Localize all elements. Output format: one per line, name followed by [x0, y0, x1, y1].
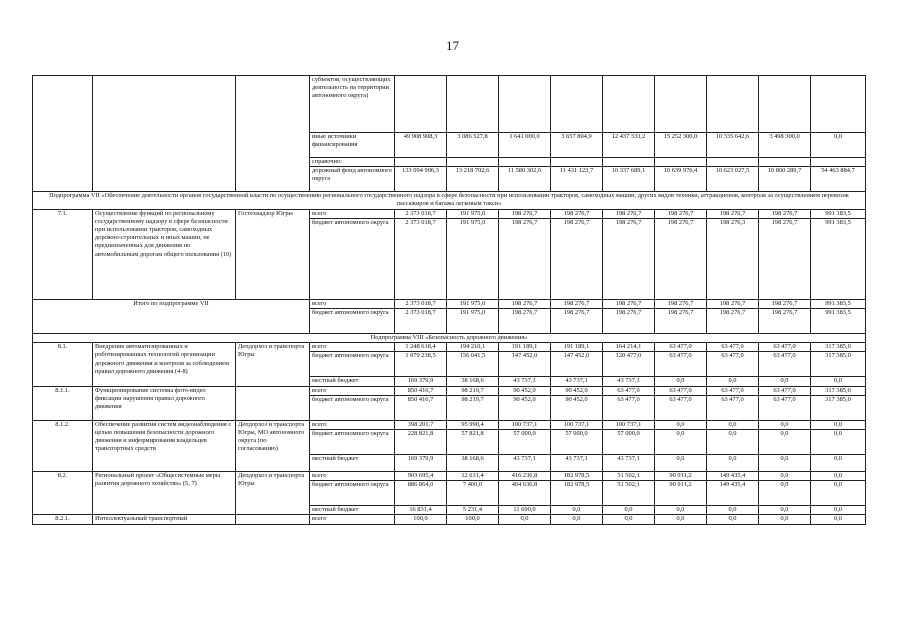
- amount-cell: 0,0: [707, 430, 759, 455]
- measure-name: Региональный проект «Общесистемные меры развития дорожного хозяйства» (5, 7): [93, 472, 236, 515]
- amount-cell: 0,0: [655, 515, 707, 524]
- amount-cell: 43 737,1: [551, 455, 603, 472]
- amount-cell: 191 975,0: [447, 299, 499, 308]
- funding-source-cell: местный бюджет: [310, 377, 395, 386]
- subprogram-title: Подпрограмма VII «Обеспечение деятельности органов государственной власти по осуществлению регионального государственного надзора в сфере безопасности при использовании тракторов, самоходных машин, других видов техники, аттракционов, контроля за осуществлением перевозок пассажиров и багажа легковым такси»: [33, 192, 866, 209]
- amount-cell: 191 189,1: [551, 343, 603, 352]
- amount-cell: 43 737,1: [603, 455, 655, 472]
- measure-name: Функционирование системы фото-видео фиксации нарушения правил дорожного движения: [93, 386, 236, 420]
- amount-cell: 90 452,0: [499, 395, 551, 420]
- funding-source-cell: дорожный фонд автономного округа: [310, 167, 395, 192]
- amount-cell: 63 477,0: [759, 386, 811, 395]
- amount-cell: 63 477,0: [655, 352, 707, 377]
- funding-source-cell: всего: [310, 343, 395, 352]
- amount-cell: 886 864,0: [395, 481, 447, 506]
- measure-name: Внедрение автоматизированных и роботизированных технологий организации дорожного движения и контроля за соблюдением правил дорожного движения (4-8): [93, 343, 236, 386]
- amount-cell: 63 477,0: [759, 352, 811, 377]
- amount-cell: [603, 158, 655, 167]
- amount-cell: 2 373 018,7: [395, 218, 447, 299]
- amount-cell: 51 502,1: [603, 472, 655, 481]
- amount-cell: 317 385,0: [811, 395, 866, 420]
- executor-cell: Депдорхоз и транспорта Югры: [236, 343, 310, 386]
- amount-cell: 57 000,0: [551, 430, 603, 455]
- amount-cell: 149 435,4: [707, 481, 759, 506]
- amount-cell: 850 416,7: [395, 386, 447, 395]
- amount-cell: 2 373 018,7: [395, 309, 447, 334]
- amount-cell: 194 210,1: [447, 343, 499, 352]
- amount-cell: 198 276,7: [707, 309, 759, 334]
- amount-cell: 3 657 804,9: [551, 133, 603, 158]
- funding-source-cell: иные источники финансирования: [310, 133, 395, 158]
- row-number: 8.1.2.: [33, 420, 93, 471]
- amount-cell: 0,0: [499, 515, 551, 524]
- amount-cell: 0,0: [811, 430, 866, 455]
- amount-cell: 100 737,1: [499, 420, 551, 429]
- funding-source-cell: местный бюджет: [310, 506, 395, 515]
- amount-cell: 90 911,2: [655, 481, 707, 506]
- funding-source-cell: всего: [310, 420, 395, 429]
- amount-cell: 191 975,0: [447, 309, 499, 334]
- amount-cell: 63 477,0: [655, 343, 707, 352]
- amount-cell: 7 400,0: [447, 481, 499, 506]
- amount-cell: 0,0: [811, 377, 866, 386]
- measure-name: Осуществление функций по региональному государственному надзору в сфере безопасности при использовании тракторов, самоходных дорожно-строительных и иных машин, не предназначенных для движения по автомобильным дорогам общего пользования (10): [93, 209, 236, 299]
- amount-cell: 198 276,7: [707, 209, 759, 218]
- amount-cell: 0,0: [707, 515, 759, 524]
- amount-cell: 13 218 702,6: [447, 167, 499, 192]
- row-number: 8.1.1.: [33, 386, 93, 420]
- amount-cell: 198 276,7: [655, 309, 707, 334]
- amount-cell: 182 978,5: [551, 481, 603, 506]
- amount-cell: 169 379,9: [395, 377, 447, 386]
- amount-cell: 991 383,5: [811, 309, 866, 334]
- amount-cell: 198 276,7: [655, 299, 707, 308]
- amount-cell: 63 477,0: [759, 343, 811, 352]
- amount-cell: 51 502,1: [603, 481, 655, 506]
- amount-cell: 12 437 333,2: [603, 133, 655, 158]
- funding-source-cell: субъектов, осуществляющих деятельность на территории автономного округа): [310, 76, 395, 133]
- amount-cell: [499, 158, 551, 167]
- amount-cell: [499, 76, 551, 133]
- amount-cell: 198 276,7: [759, 209, 811, 218]
- amount-cell: 63 477,0: [603, 386, 655, 395]
- amount-cell: 147 452,0: [499, 352, 551, 377]
- amount-cell: 0,0: [707, 506, 759, 515]
- amount-cell: 198 276,7: [499, 218, 551, 299]
- amount-cell: 416 236,8: [499, 472, 551, 481]
- amount-cell: 38 168,6: [447, 455, 499, 472]
- amount-cell: 0,0: [811, 455, 866, 472]
- amount-cell: 0,0: [707, 455, 759, 472]
- amount-cell: 317 385,0: [811, 343, 866, 352]
- amount-cell: 0,0: [759, 515, 811, 524]
- amount-cell: 0,0: [759, 377, 811, 386]
- funding-source-cell: местный бюджет: [310, 455, 395, 472]
- num-cell: [33, 76, 93, 192]
- amount-cell: [447, 76, 499, 133]
- budget-table: [32, 75, 866, 525]
- table-row: [33, 209, 866, 218]
- amount-cell: 147 452,0: [551, 352, 603, 377]
- amount-cell: 10 337 689,1: [603, 167, 655, 192]
- amount-cell: 120 477,0: [603, 352, 655, 377]
- amount-cell: [395, 76, 447, 133]
- amount-cell: 43 737,1: [499, 455, 551, 472]
- amount-cell: 0,0: [811, 481, 866, 506]
- amount-cell: 57 821,8: [447, 430, 499, 455]
- amount-cell: [655, 158, 707, 167]
- amount-cell: 90 911,2: [655, 472, 707, 481]
- amount-cell: 198 276,7: [551, 209, 603, 218]
- amount-cell: 317 385,0: [811, 386, 866, 395]
- funding-source-cell: бюджет автономного округа: [310, 430, 395, 455]
- amount-cell: 57 000,0: [499, 430, 551, 455]
- amount-cell: [811, 76, 866, 133]
- amount-cell: 43 737,1: [551, 377, 603, 386]
- amount-cell: 57 000,0: [603, 430, 655, 455]
- amount-cell: 16 831,4: [395, 506, 447, 515]
- amount-cell: 63 477,0: [759, 395, 811, 420]
- name-cell: [93, 76, 236, 192]
- executor-cell: [236, 386, 310, 420]
- row-number: 8.2.1.: [33, 515, 93, 524]
- amount-cell: 10 800 289,7: [759, 167, 811, 192]
- amount-cell: [811, 158, 866, 167]
- amount-cell: [707, 158, 759, 167]
- amount-cell: 903 695,4: [395, 472, 447, 481]
- amount-cell: 90 452,0: [551, 386, 603, 395]
- executor-cell: [236, 515, 310, 524]
- amount-cell: 1 248 618,4: [395, 343, 447, 352]
- amount-cell: 198 276,7: [759, 299, 811, 308]
- amount-cell: 63 477,0: [655, 395, 707, 420]
- amount-cell: 90 452,0: [499, 386, 551, 395]
- amount-cell: 63 477,0: [603, 395, 655, 420]
- amount-cell: 100 737,1: [603, 420, 655, 429]
- amount-cell: 164 214,1: [603, 343, 655, 352]
- amount-cell: 991 383,5: [811, 299, 866, 308]
- amount-cell: 0,0: [811, 420, 866, 429]
- page-number: 17: [446, 38, 459, 53]
- amount-cell: 11 600,0: [499, 506, 551, 515]
- amount-cell: 191 975,0: [447, 209, 499, 218]
- amount-cell: 0,0: [759, 430, 811, 455]
- executor-cell: Депдорхоз и транспорта Югры, МО автономного округа (по согласованию): [236, 420, 310, 471]
- table-row: [33, 334, 866, 343]
- amount-cell: 133 094 996,3: [395, 167, 447, 192]
- funding-source-cell: всего: [310, 386, 395, 395]
- amount-cell: 2 373 018,7: [395, 209, 447, 218]
- funding-source-cell: всего: [310, 472, 395, 481]
- amount-cell: 156 041,5: [447, 352, 499, 377]
- amount-cell: 198 276,7: [551, 218, 603, 299]
- table-row: [33, 420, 866, 429]
- table-row: [33, 386, 866, 395]
- amount-cell: 95 990,4: [447, 420, 499, 429]
- amount-cell: 198 276,7: [499, 299, 551, 308]
- amount-cell: 991 383,5: [811, 218, 866, 299]
- amount-cell: 198 276,7: [655, 209, 707, 218]
- amount-cell: 198 276,7: [551, 309, 603, 334]
- amount-cell: 0,0: [811, 515, 866, 524]
- amount-cell: 0,0: [811, 133, 866, 158]
- amount-cell: 11 431 123,7: [551, 167, 603, 192]
- amount-cell: 198 276,7: [759, 218, 811, 299]
- amount-cell: 0,0: [655, 420, 707, 429]
- amount-cell: 10 335 642,6: [707, 133, 759, 158]
- amount-cell: [551, 158, 603, 167]
- amount-cell: 0,0: [707, 420, 759, 429]
- amount-cell: [759, 76, 811, 133]
- amount-cell: 0,0: [551, 506, 603, 515]
- subtotal-label: Итого по подпрограмме VII: [33, 299, 310, 333]
- funding-source-cell: всего: [310, 209, 395, 218]
- amount-cell: 198 276,7: [603, 218, 655, 299]
- amount-cell: 191 975,0: [447, 218, 499, 299]
- amount-cell: 63 477,0: [707, 395, 759, 420]
- table-row: [33, 343, 866, 352]
- amount-cell: 90 452,0: [551, 395, 603, 420]
- funding-source-cell: бюджет автономного округа: [310, 395, 395, 420]
- amount-cell: 49 908 908,3: [395, 133, 447, 158]
- amount-cell: 0,0: [759, 472, 811, 481]
- amount-cell: [447, 158, 499, 167]
- amount-cell: 43 737,1: [603, 377, 655, 386]
- amount-cell: [603, 76, 655, 133]
- amount-cell: 1 641 000,0: [499, 133, 551, 158]
- amount-cell: [707, 76, 759, 133]
- funding-source-cell: бюджет автономного округа: [310, 309, 395, 334]
- amount-cell: 198 276,7: [551, 299, 603, 308]
- amount-cell: 63 477,0: [707, 343, 759, 352]
- amount-cell: 0,0: [811, 506, 866, 515]
- amount-cell: 0,0: [759, 455, 811, 472]
- executor-cell: Депдорхоз и транспорта Югры: [236, 472, 310, 515]
- funding-source-cell: бюджет автономного округа: [310, 352, 395, 377]
- funding-source-cell: справочно:: [310, 158, 395, 167]
- amount-cell: 54 463 884,7: [811, 167, 866, 192]
- amount-cell: 0,0: [551, 515, 603, 524]
- subprogram-title: Подпрограмма VIII «Безопасность дорожного движения»: [33, 334, 866, 343]
- funding-source-cell: бюджет автономного округа: [310, 218, 395, 299]
- amount-cell: 169 379,9: [395, 455, 447, 472]
- amount-cell: 850 416,7: [395, 395, 447, 420]
- amount-cell: 198 276,7: [603, 299, 655, 308]
- amount-cell: 100 737,1: [551, 420, 603, 429]
- amount-cell: 43 737,1: [499, 377, 551, 386]
- amount-cell: 191 189,1: [499, 343, 551, 352]
- row-number: 7.1.: [33, 209, 93, 299]
- amount-cell: 0,0: [811, 472, 866, 481]
- amount-cell: 198 276,7: [707, 299, 759, 308]
- funding-source-cell: всего: [310, 515, 395, 524]
- table-row: [33, 299, 866, 308]
- table-row: [33, 192, 866, 209]
- amount-cell: 398 201,7: [395, 420, 447, 429]
- amount-cell: 0,0: [759, 420, 811, 429]
- amount-cell: 0,0: [707, 377, 759, 386]
- amount-cell: 2 373 018,7: [395, 299, 447, 308]
- amount-cell: 198 276,7: [603, 209, 655, 218]
- executor-cell: Гостехнадзор Югры: [236, 209, 310, 299]
- amount-cell: 0,0: [603, 515, 655, 524]
- amount-cell: 149 435,4: [707, 472, 759, 481]
- amount-cell: 0,0: [603, 506, 655, 515]
- amount-cell: 3 086 527,8: [447, 133, 499, 158]
- amount-cell: 10 639 976,4: [655, 167, 707, 192]
- amount-cell: 198 276,7: [759, 309, 811, 334]
- executor-cell: [236, 76, 310, 192]
- measure-name: Обеспечение развития систем видеонаблюдения с целью повышения безопасности дорожного движения и информирования владельцев транспортных средств: [93, 420, 236, 471]
- amount-cell: 198 276,3: [707, 218, 759, 299]
- table-row: [33, 472, 866, 481]
- amount-cell: 1 079 238,5: [395, 352, 447, 377]
- amount-cell: 3 498 300,0: [759, 133, 811, 158]
- row-number: 8.2.: [33, 472, 93, 515]
- amount-cell: 63 477,0: [707, 386, 759, 395]
- amount-cell: 38 168,6: [447, 377, 499, 386]
- amount-cell: 198 276,7: [499, 309, 551, 334]
- amount-cell: 100,0: [395, 515, 447, 524]
- table-row: [33, 76, 866, 133]
- amount-cell: 0,0: [655, 455, 707, 472]
- amount-cell: 0,0: [759, 506, 811, 515]
- amount-cell: 0,0: [655, 506, 707, 515]
- amount-cell: 0,0: [759, 481, 811, 506]
- funding-source-cell: всего: [310, 299, 395, 308]
- amount-cell: 98 219,7: [447, 395, 499, 420]
- amount-cell: 12 631,4: [447, 472, 499, 481]
- amount-cell: 182 978,5: [551, 472, 603, 481]
- amount-cell: 198 276,7: [499, 209, 551, 218]
- table-row: [33, 515, 866, 524]
- amount-cell: 63 477,0: [707, 352, 759, 377]
- amount-cell: 10 623 027,5: [707, 167, 759, 192]
- amount-cell: [655, 76, 707, 133]
- row-number: 8.1.: [33, 343, 93, 386]
- amount-cell: 198 276,7: [603, 309, 655, 334]
- amount-cell: 317 385,0: [811, 352, 866, 377]
- amount-cell: 0,0: [655, 377, 707, 386]
- amount-cell: 98 219,7: [447, 386, 499, 395]
- amount-cell: 11 580 302,6: [499, 167, 551, 192]
- amount-cell: 991 383,5: [811, 209, 866, 218]
- amount-cell: 0,0: [655, 430, 707, 455]
- funding-source-cell: бюджет автономного округа: [310, 481, 395, 506]
- amount-cell: [551, 76, 603, 133]
- amount-cell: 5 231,4: [447, 506, 499, 515]
- amount-cell: 198 276,7: [655, 218, 707, 299]
- amount-cell: [759, 158, 811, 167]
- amount-cell: [395, 158, 447, 167]
- amount-cell: 100,0: [447, 515, 499, 524]
- amount-cell: 404 636,8: [499, 481, 551, 506]
- amount-cell: 15 252 300,0: [655, 133, 707, 158]
- amount-cell: 228 821,8: [395, 430, 447, 455]
- measure-name: Интеллектуальный транспортный: [93, 515, 236, 524]
- amount-cell: 63 477,0: [655, 386, 707, 395]
